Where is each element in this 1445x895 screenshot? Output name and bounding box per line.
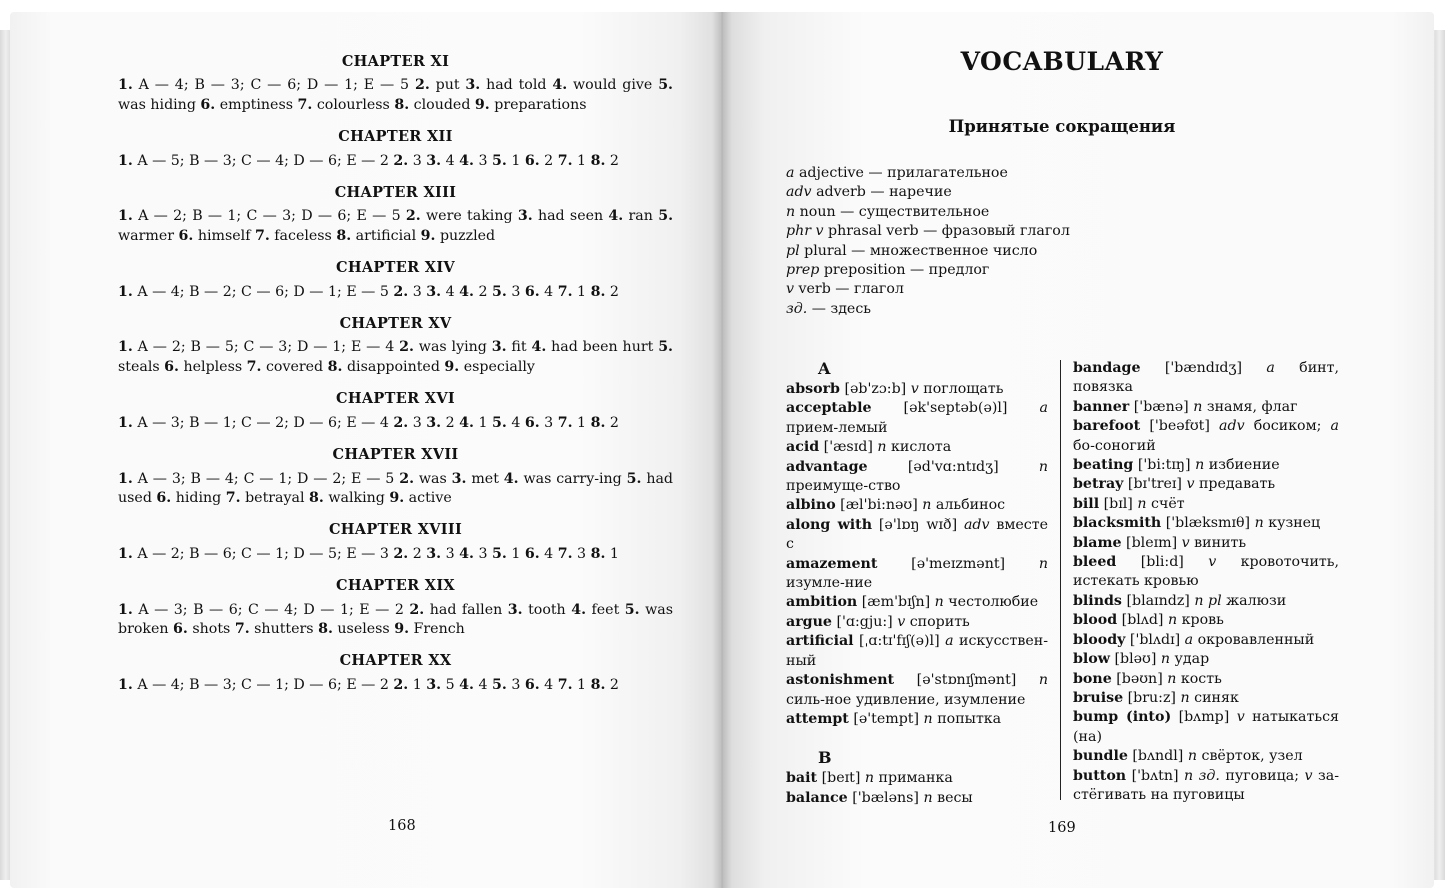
abbreviation-item: a adjective — прилагательное bbox=[786, 165, 1008, 181]
chapter-answers: 1. A — 3; B — 1; C — 2; D — 6; E — 4 2. 3 3. 2 4. 1 5. 4 6. 3 7. 1 8. 2 bbox=[118, 414, 619, 431]
vocabulary-entry: bone [bəʊn] n кость bbox=[1073, 670, 1222, 687]
letter-heading: B bbox=[818, 748, 832, 768]
vocabulary-entry: bruise [bru:z] n синяк bbox=[1073, 689, 1239, 706]
chapter-answers: 1. A — 2; B — 5; C — 3; D — 1; E — 4 2. was lying 3. fit 4. had been hurt 5. steals 6. helpless 7. covered 8. disappointed 9. especially bbox=[118, 339, 673, 375]
chapter-title: CHAPTER XVI bbox=[336, 390, 455, 408]
vocabulary-entry: banner ['bænə] n знамя, флаг bbox=[1073, 398, 1298, 415]
vocabulary-entry: bump (into) [bʌmp] v натыкаться (на) bbox=[1073, 709, 1339, 745]
vocabulary-entry: blame [bleɪm] v винить bbox=[1073, 534, 1247, 551]
vocabulary-entry: amazement [ə'meɪzmənt] n изумле-ние bbox=[786, 555, 1048, 592]
vocabulary-entry: blacksmith ['blæksmɪθ] n кузнец bbox=[1073, 515, 1321, 532]
section-spacer bbox=[786, 729, 1048, 747]
vocabulary-entry: bait [beɪt] n приманка bbox=[786, 770, 953, 787]
vocabulary-entry: button ['bʌtn] n зд. пуговица; v за-стёгивать на пуговицы bbox=[1073, 767, 1339, 803]
page-number-left: 168 bbox=[388, 818, 416, 834]
vocabulary-entry: bundle [bʌndl] n свёрток, узел bbox=[1073, 748, 1303, 765]
abbreviations-list bbox=[786, 164, 1070, 319]
chapter-title: CHAPTER XI bbox=[341, 53, 450, 70]
vocabulary-entry: acceptable [ək'septəb(ə)l] a прием-лемый bbox=[786, 400, 1048, 436]
vocabulary-entry: artificial [ˌɑ:tɪ'fɪʃ(ə)l] a искусствен-ный bbox=[786, 633, 1048, 669]
vocabulary-entry: albino [æl'bi:nəʊ] n альбинос bbox=[786, 497, 1006, 514]
chapter-answers: 1. A — 4; B — 2; C — 6; D — 1; E — 5 2. 3 3. 4 4. 2 5. 3 6. 4 7. 1 8. 2 bbox=[118, 283, 619, 300]
vocabulary-entry: attempt [ə'tempt] n попытка bbox=[786, 710, 1002, 727]
chapter-section bbox=[118, 52, 673, 115]
letter-heading: A bbox=[818, 359, 831, 378]
chapter-answers: 1. A — 3; B — 6; C — 4; D — 1; E — 2 2. had fallen 3. tooth 4. feet 5. was broken 6. shots 7. shutters 8. useless 9. French bbox=[118, 601, 673, 637]
chapter-answers: 1. A — 4; B — 3; C — 6; D — 1; E — 5 2. put 3. had told 4. would give 5. was hiding 6. emptiness 7. colourless 8. clouded 9. preparations bbox=[118, 77, 673, 113]
chapter-section bbox=[118, 183, 673, 246]
vocabulary-entry: acid ['æsɪd] n кислота bbox=[786, 439, 952, 456]
chapter-section bbox=[118, 651, 673, 695]
abbreviations-heading: Принятые сокращения bbox=[948, 117, 1176, 136]
chapter-answers: 1. A — 3; B — 4; C — 1; D — 2; E — 5 2. was 3. met 4. was carry-ing 5. had used 6. hiding 7. betrayal 8. walking 9. active bbox=[118, 470, 674, 506]
vocabulary-title: VOCABULARY bbox=[960, 47, 1164, 76]
chapter-title: CHAPTER XVII bbox=[332, 446, 459, 464]
chapter-section bbox=[118, 520, 673, 564]
abbreviation-item: v verb — глагол bbox=[786, 281, 904, 298]
abbreviation-item: phr v phrasal verb — фразовый глагол bbox=[786, 223, 1070, 240]
vocabulary-entry: blow [bləʊ] n удар bbox=[1073, 651, 1210, 668]
chapter-section bbox=[118, 389, 673, 433]
vocabulary-entry: bandage ['bændɪdʒ] a бинт, повязка bbox=[1073, 360, 1339, 396]
book-spine-gutter bbox=[712, 12, 732, 888]
chapter-answers: 1. A — 4; B — 3; C — 1; D — 6; E — 2 2. 1 3. 5 4. 4 5. 3 6. 4 7. 1 8. 2 bbox=[118, 676, 619, 693]
vocabulary-entry: blinds [blaɪndz] n pl жалюзи bbox=[1073, 592, 1287, 609]
vocabulary-column-2 bbox=[1073, 359, 1339, 805]
chapter-title: CHAPTER XIII bbox=[334, 184, 457, 202]
vocabulary-entry: bleed [bli:d] v кровоточить, истекать кровью bbox=[1073, 554, 1340, 590]
page-number-right: 169 bbox=[1048, 820, 1076, 836]
chapter-section bbox=[118, 314, 673, 377]
vocabulary-entry: ambition [æm'bɪʃn] n честолюбие bbox=[786, 594, 1039, 611]
abbreviation-item: prep preposition — предлог bbox=[786, 262, 990, 279]
chapter-section bbox=[118, 576, 673, 639]
chapter-section bbox=[118, 445, 673, 508]
abbreviation-item: pl plural — множественное число bbox=[786, 242, 1038, 259]
chapter-answers: 1. A — 2; B — 1; C — 3; D — 6; E — 5 2. were taking 3. had seen 4. ran 5. warmer 6. himself 7. faceless 8. artificial 9. puzzled bbox=[118, 208, 674, 244]
vocabulary-entry: bloody ['blʌdɪ] a окровавленный bbox=[1073, 631, 1315, 648]
vocabulary-entry: blood [blʌd] n кровь bbox=[1073, 612, 1224, 629]
vocabulary-entry: balance ['bæləns] n весы bbox=[786, 789, 973, 806]
vocabulary-entry: betray [bɪ'treɪ] v предавать bbox=[1073, 476, 1276, 493]
chapter-title: CHAPTER XIV bbox=[336, 259, 455, 277]
vocabulary-column-1 bbox=[786, 358, 1048, 808]
vocabulary-entry: advantage [əd'vɑ:ntɪdʒ] n преимуще-ство bbox=[786, 458, 1048, 495]
abbreviation-item: n noun — существительное bbox=[786, 203, 990, 220]
vocabulary-entry: beating ['bi:tɪŋ] n избиение bbox=[1073, 457, 1280, 474]
chapter-title: CHAPTER XV bbox=[339, 315, 452, 333]
vocabulary-entry: bill [bɪl] n счёт bbox=[1073, 495, 1185, 512]
abbreviation-item: зд. — здесь bbox=[786, 300, 871, 317]
chapter-section bbox=[118, 127, 673, 171]
vocabulary-entry: barefoot ['beəfʊt] adv босиком; a бо-соногий bbox=[1073, 418, 1339, 454]
vocabulary-entry: astonishment [ə'stɒnɪʃmənt] n силь-ное удивление, изумление bbox=[786, 672, 1048, 708]
vocabulary-entry: argue ['ɑ:gju:] v спорить bbox=[786, 613, 970, 630]
chapter-title: CHAPTER XIX bbox=[336, 577, 455, 595]
abbreviation-item: adv adverb — наречие bbox=[786, 184, 952, 201]
chapter-title: CHAPTER XII bbox=[338, 128, 453, 146]
chapter-section bbox=[118, 258, 673, 302]
vocabulary-entry: absorb [əb'zɔ:b] v поглощать bbox=[786, 381, 1004, 397]
chapter-title: CHAPTER XX bbox=[339, 652, 452, 670]
column-divider bbox=[1060, 360, 1061, 800]
chapter-answers: 1. A — 2; B — 6; C — 1; D — 5; E — 3 2. 2 3. 3 4. 3 5. 1 6. 4 7. 3 8. 1 bbox=[118, 545, 619, 562]
answer-key-column bbox=[118, 52, 673, 707]
vocabulary-entry: along with [ə'lɒŋ wɪð] adv вместе с bbox=[786, 516, 1048, 553]
chapter-title: CHAPTER XVIII bbox=[328, 521, 463, 539]
chapter-answers: 1. A — 5; B — 3; C — 4; D — 6; E — 2 2. 3 3. 4 4. 3 5. 1 6. 2 7. 1 8. 2 bbox=[118, 152, 619, 169]
